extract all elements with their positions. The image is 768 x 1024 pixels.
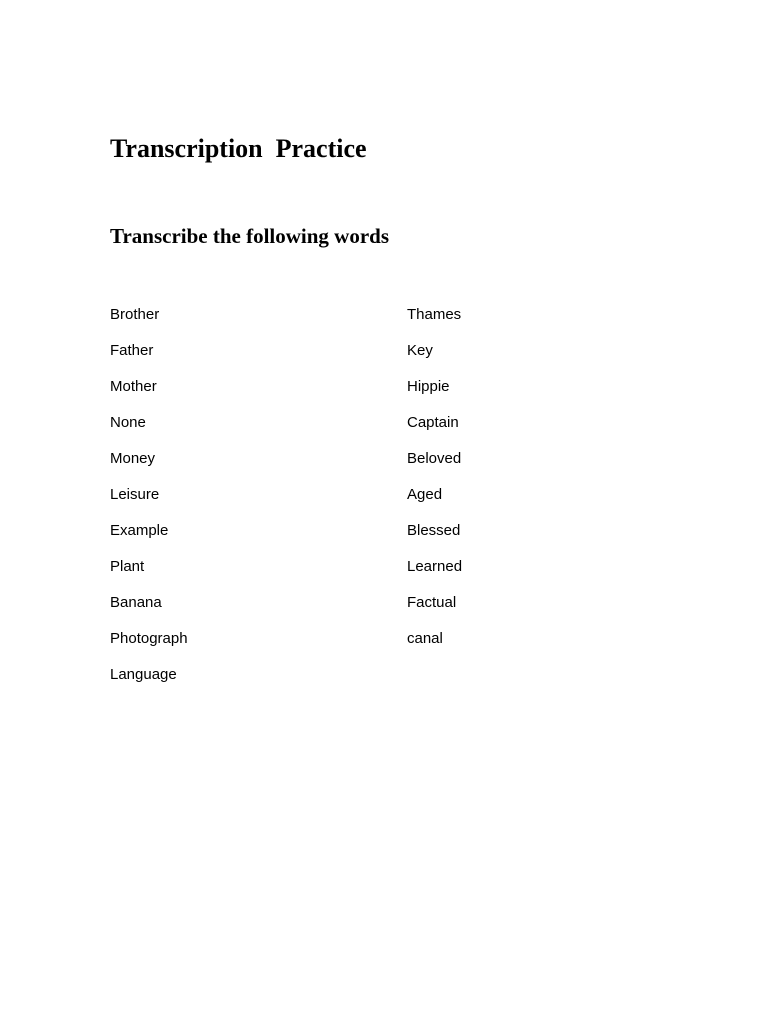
word-item: Beloved — [407, 450, 462, 467]
instructions-heading: Transcribe the following words — [110, 224, 390, 248]
word-item: Example — [110, 522, 169, 539]
word-item: Photograph — [110, 630, 188, 647]
word-item: None — [110, 414, 146, 431]
word-item: Language — [110, 666, 177, 683]
word-item: Captain — [407, 414, 459, 431]
word-list-right — [407, 304, 462, 664]
word-item: Key — [407, 342, 433, 359]
word-item: Leisure — [110, 486, 160, 503]
word-item: Brother — [110, 306, 160, 323]
word-item: Mother — [110, 378, 157, 395]
word-item: Plant — [110, 558, 145, 575]
word-item: Factual — [407, 594, 457, 611]
page-title: Transcription Practice — [110, 134, 367, 163]
word-item: Blessed — [407, 522, 461, 539]
word-item: Money — [110, 450, 156, 467]
word-item: Learned — [407, 558, 463, 575]
word-item: Father — [110, 342, 154, 359]
word-item: canal — [407, 630, 443, 647]
word-list-left — [110, 304, 188, 700]
word-item: Aged — [407, 486, 443, 503]
word-item: Banana — [110, 594, 162, 611]
word-item: Hippie — [407, 378, 450, 395]
word-item: Thames — [407, 306, 462, 323]
